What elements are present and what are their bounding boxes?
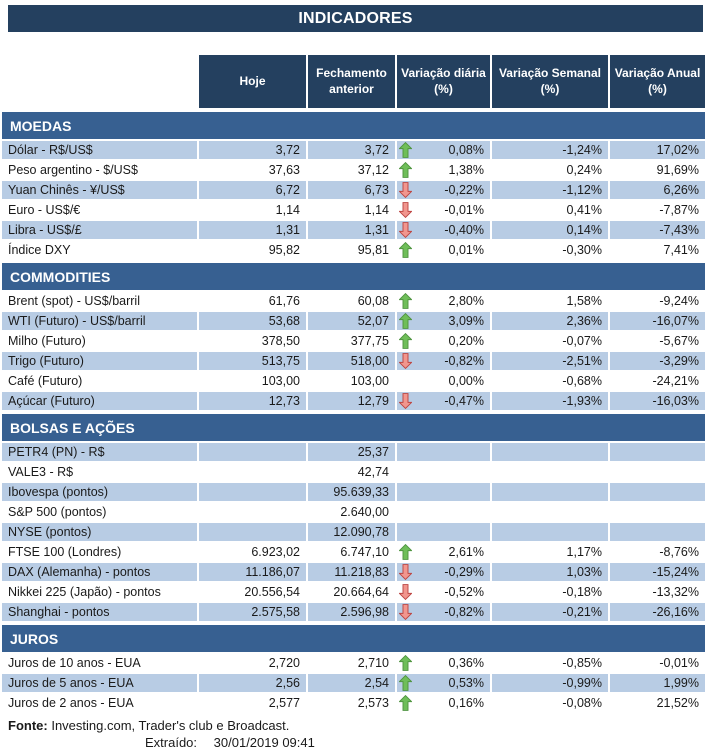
cell-variacao-anual: -26,16% xyxy=(610,603,705,621)
table-row xyxy=(2,543,705,561)
cell-hoje: 513,75 xyxy=(199,352,306,370)
table-row xyxy=(2,392,705,410)
cell-variacao-anual: -0,01% xyxy=(610,654,705,672)
up-arrow-icon xyxy=(399,313,412,329)
row-label: FTSE 100 (Londres) xyxy=(2,543,197,561)
variacao-diaria-value: 0,16% xyxy=(448,696,484,710)
cell-variacao-anual xyxy=(610,463,705,481)
cell-variacao-semanal: -0,68% xyxy=(492,372,608,390)
row-label: Yuan Chinês - ¥/US$ xyxy=(2,181,197,199)
footer xyxy=(8,718,711,750)
cell-hoje: 2,577 xyxy=(199,694,306,712)
header-corner-empty xyxy=(2,55,197,108)
cell-variacao-semanal: 0,14% xyxy=(492,221,608,239)
cell-variacao-anual: -7,43% xyxy=(610,221,705,239)
up-arrow-icon xyxy=(399,675,412,691)
table-header xyxy=(2,55,705,108)
cell-variacao-anual: -5,67% xyxy=(610,332,705,350)
variacao-diaria-value: 0,00% xyxy=(448,374,484,388)
cell-variacao-semanal xyxy=(492,503,608,521)
cell-fechamento-anterior: 20.664,64 xyxy=(308,583,395,601)
variacao-diaria-value: -0,01% xyxy=(444,203,484,217)
cell-variacao-semanal xyxy=(492,443,608,461)
variacao-diaria-value: -0,29% xyxy=(444,565,484,579)
cell-variacao-diaria xyxy=(397,372,490,390)
cell-hoje: 6.923,02 xyxy=(199,543,306,561)
cell-fechamento-anterior: 6,73 xyxy=(308,181,395,199)
row-label: S&P 500 (pontos) xyxy=(2,503,197,521)
up-arrow-icon xyxy=(399,655,412,671)
row-label: Peso argentino - $/US$ xyxy=(2,161,197,179)
cell-variacao-semanal: -1,93% xyxy=(492,392,608,410)
cell-variacao-diaria xyxy=(397,312,490,330)
variacao-diaria-value: 0,01% xyxy=(448,243,484,257)
table-row xyxy=(2,161,705,179)
cell-fechamento-anterior: 1,31 xyxy=(308,221,395,239)
cell-fechamento-anterior: 1,14 xyxy=(308,201,395,219)
table-row xyxy=(2,312,705,330)
source-label: Fonte: xyxy=(8,718,48,733)
title-bar xyxy=(8,5,703,32)
row-label: Café (Futuro) xyxy=(2,372,197,390)
variacao-diaria-value: -0,82% xyxy=(444,354,484,368)
cell-variacao-diaria xyxy=(397,141,490,159)
cell-fechamento-anterior: 52,07 xyxy=(308,312,395,330)
column-header-hoje: Hoje xyxy=(199,55,306,108)
row-label: Dólar - R$/US$ xyxy=(2,141,197,159)
cell-variacao-diaria xyxy=(397,392,490,410)
down-arrow-icon xyxy=(399,353,412,369)
section-header-bolsas-e-a-es: BOLSAS E AÇÕES xyxy=(2,414,705,441)
table-row xyxy=(2,443,705,461)
section-rows xyxy=(2,292,705,410)
cell-variacao-diaria xyxy=(397,181,490,199)
cell-variacao-semanal: -0,08% xyxy=(492,694,608,712)
row-label: Juros de 10 anos - EUA xyxy=(2,654,197,672)
down-arrow-icon xyxy=(399,584,412,600)
column-header-variacao-diaria: Variação diária (%) xyxy=(397,55,490,108)
variacao-diaria-value: 0,20% xyxy=(448,334,484,348)
table-row xyxy=(2,181,705,199)
up-arrow-icon xyxy=(399,242,412,258)
cell-variacao-anual: -15,24% xyxy=(610,563,705,581)
up-arrow-icon xyxy=(399,142,412,158)
cell-variacao-anual: 1,99% xyxy=(610,674,705,692)
variacao-diaria-value: 0,36% xyxy=(448,656,484,670)
up-arrow-icon xyxy=(399,162,412,178)
row-label: WTI (Futuro) - US$/barril xyxy=(2,312,197,330)
cell-hoje xyxy=(199,503,306,521)
cell-variacao-semanal: 0,41% xyxy=(492,201,608,219)
section-rows xyxy=(2,654,705,712)
row-label: Libra - US$/£ xyxy=(2,221,197,239)
cell-variacao-anual xyxy=(610,443,705,461)
cell-variacao-diaria xyxy=(397,503,490,521)
row-label: Açúcar (Futuro) xyxy=(2,392,197,410)
cell-variacao-diaria xyxy=(397,241,490,259)
cell-hoje: 2.575,58 xyxy=(199,603,306,621)
variacao-diaria-value: -0,40% xyxy=(444,223,484,237)
variacao-diaria-value: 3,09% xyxy=(448,314,484,328)
variacao-diaria-value: 1,38% xyxy=(448,163,484,177)
column-header-variacao-anual: Variação Anual (%) xyxy=(610,55,705,108)
table-row xyxy=(2,372,705,390)
cell-fechamento-anterior: 12.090,78 xyxy=(308,523,395,541)
extracted-label: Extraído: xyxy=(145,735,198,750)
table-row xyxy=(2,523,705,541)
cell-variacao-diaria xyxy=(397,694,490,712)
cell-variacao-diaria xyxy=(397,603,490,621)
cell-variacao-anual: -24,21% xyxy=(610,372,705,390)
row-label: Índice DXY xyxy=(2,241,197,259)
cell-variacao-anual xyxy=(610,503,705,521)
cell-variacao-semanal xyxy=(492,523,608,541)
row-label: Milho (Futuro) xyxy=(2,332,197,350)
table-row xyxy=(2,583,705,601)
cell-variacao-anual: -7,87% xyxy=(610,201,705,219)
table-row xyxy=(2,603,705,621)
section-rows xyxy=(2,443,705,621)
cell-variacao-anual: -16,03% xyxy=(610,392,705,410)
down-arrow-icon xyxy=(399,393,412,409)
row-label: Nikkei 225 (Japão) - pontos xyxy=(2,583,197,601)
cell-fechamento-anterior: 103,00 xyxy=(308,372,395,390)
cell-variacao-semanal: 1,03% xyxy=(492,563,608,581)
cell-variacao-diaria xyxy=(397,463,490,481)
cell-variacao-anual: 6,26% xyxy=(610,181,705,199)
cell-variacao-diaria xyxy=(397,292,490,310)
variacao-diaria-value: 2,80% xyxy=(448,294,484,308)
table-row xyxy=(2,292,705,310)
page-title: INDICADORES xyxy=(298,9,413,27)
down-arrow-icon xyxy=(399,564,412,580)
cell-variacao-anual: 7,41% xyxy=(610,241,705,259)
down-arrow-icon xyxy=(399,222,412,238)
cell-variacao-semanal: -0,18% xyxy=(492,583,608,601)
cell-fechamento-anterior: 2.596,98 xyxy=(308,603,395,621)
cell-variacao-diaria xyxy=(397,352,490,370)
table-row xyxy=(2,352,705,370)
cell-variacao-anual: -9,24% xyxy=(610,292,705,310)
cell-variacao-anual: -16,07% xyxy=(610,312,705,330)
down-arrow-icon xyxy=(399,604,412,620)
up-arrow-icon xyxy=(399,333,412,349)
cell-fechamento-anterior: 2,54 xyxy=(308,674,395,692)
cell-variacao-semanal xyxy=(492,483,608,501)
down-arrow-icon xyxy=(399,182,412,198)
row-label: DAX (Alemanha) - pontos xyxy=(2,563,197,581)
table-row xyxy=(2,654,705,672)
cell-variacao-semanal: 0,24% xyxy=(492,161,608,179)
cell-fechamento-anterior: 42,74 xyxy=(308,463,395,481)
cell-variacao-diaria xyxy=(397,443,490,461)
cell-hoje xyxy=(199,523,306,541)
cell-hoje: 2,720 xyxy=(199,654,306,672)
cell-hoje: 3,72 xyxy=(199,141,306,159)
cell-hoje: 11.186,07 xyxy=(199,563,306,581)
table-row xyxy=(2,674,705,692)
cell-fechamento-anterior: 3,72 xyxy=(308,141,395,159)
source-line xyxy=(8,718,711,733)
cell-variacao-semanal xyxy=(492,463,608,481)
cell-variacao-semanal: -1,12% xyxy=(492,181,608,199)
row-label: Shanghai - pontos xyxy=(2,603,197,621)
cell-hoje: 12,73 xyxy=(199,392,306,410)
cell-variacao-diaria xyxy=(397,563,490,581)
section-rows xyxy=(2,141,705,259)
cell-variacao-semanal: -0,85% xyxy=(492,654,608,672)
cell-variacao-anual: -3,29% xyxy=(610,352,705,370)
table-row xyxy=(2,563,705,581)
cell-hoje: 378,50 xyxy=(199,332,306,350)
table-row xyxy=(2,332,705,350)
cell-variacao-diaria xyxy=(397,583,490,601)
row-label: Ibovespa (pontos) xyxy=(2,483,197,501)
section-header-commodities: COMMODITIES xyxy=(2,263,705,290)
cell-variacao-anual xyxy=(610,523,705,541)
table-row xyxy=(2,241,705,259)
cell-fechamento-anterior: 2.640,00 xyxy=(308,503,395,521)
cell-variacao-semanal: 1,17% xyxy=(492,543,608,561)
cell-hoje: 95,82 xyxy=(199,241,306,259)
variacao-diaria-value: -0,52% xyxy=(444,585,484,599)
cell-fechamento-anterior: 95.639,33 xyxy=(308,483,395,501)
cell-variacao-diaria xyxy=(397,483,490,501)
cell-hoje: 2,56 xyxy=(199,674,306,692)
cell-variacao-anual: -8,76% xyxy=(610,543,705,561)
cell-variacao-diaria xyxy=(397,201,490,219)
cell-fechamento-anterior: 60,08 xyxy=(308,292,395,310)
cell-fechamento-anterior: 518,00 xyxy=(308,352,395,370)
variacao-diaria-value: -0,22% xyxy=(444,183,484,197)
cell-hoje: 1,14 xyxy=(199,201,306,219)
cell-variacao-semanal: 1,58% xyxy=(492,292,608,310)
cell-fechamento-anterior: 377,75 xyxy=(308,332,395,350)
cell-variacao-semanal: -2,51% xyxy=(492,352,608,370)
extracted-timestamp: 30/01/2019 09:41 xyxy=(213,735,315,750)
row-label: Brent (spot) - US$/barril xyxy=(2,292,197,310)
cell-variacao-semanal: -1,24% xyxy=(492,141,608,159)
cell-variacao-diaria xyxy=(397,332,490,350)
column-header-fechamento-anterior: Fechamento anterior xyxy=(308,55,395,108)
section-header-juros: JUROS xyxy=(2,625,705,652)
table-row xyxy=(2,503,705,521)
variacao-diaria-value: 2,61% xyxy=(448,545,484,559)
cell-variacao-anual: 21,52% xyxy=(610,694,705,712)
variacao-diaria-value: 0,53% xyxy=(448,676,484,690)
cell-fechamento-anterior: 95,81 xyxy=(308,241,395,259)
cell-hoje xyxy=(199,483,306,501)
up-arrow-icon xyxy=(399,695,412,711)
table-row xyxy=(2,483,705,501)
table-body xyxy=(2,112,705,712)
cell-hoje: 6,72 xyxy=(199,181,306,199)
row-label: PETR4 (PN) - R$ xyxy=(2,443,197,461)
cell-variacao-diaria xyxy=(397,543,490,561)
cell-fechamento-anterior: 2,573 xyxy=(308,694,395,712)
row-label: VALE3 - R$ xyxy=(2,463,197,481)
row-label: NYSE (pontos) xyxy=(2,523,197,541)
cell-variacao-semanal: -0,30% xyxy=(492,241,608,259)
table-row xyxy=(2,141,705,159)
table-row xyxy=(2,463,705,481)
cell-variacao-diaria xyxy=(397,161,490,179)
cell-variacao-diaria xyxy=(397,654,490,672)
cell-variacao-diaria xyxy=(397,221,490,239)
up-arrow-icon xyxy=(399,293,412,309)
cell-variacao-semanal: -0,21% xyxy=(492,603,608,621)
indicators-table xyxy=(2,55,705,712)
section-header-moedas: MOEDAS xyxy=(2,112,705,139)
cell-variacao-anual: 91,69% xyxy=(610,161,705,179)
variacao-diaria-value: 0,08% xyxy=(448,143,484,157)
up-arrow-icon xyxy=(399,544,412,560)
extracted-line xyxy=(8,735,711,750)
cell-hoje: 1,31 xyxy=(199,221,306,239)
cell-hoje: 20.556,54 xyxy=(199,583,306,601)
column-header-variacao-semanal: Variação Semanal (%) xyxy=(492,55,608,108)
cell-hoje: 103,00 xyxy=(199,372,306,390)
cell-variacao-diaria xyxy=(397,674,490,692)
cell-fechamento-anterior: 12,79 xyxy=(308,392,395,410)
cell-fechamento-anterior: 25,37 xyxy=(308,443,395,461)
cell-variacao-semanal: 2,36% xyxy=(492,312,608,330)
cell-fechamento-anterior: 37,12 xyxy=(308,161,395,179)
source-text: Investing.com, Trader's club e Broadcast. xyxy=(51,718,290,733)
cell-hoje xyxy=(199,443,306,461)
cell-variacao-semanal: -0,07% xyxy=(492,332,608,350)
cell-hoje: 37,63 xyxy=(199,161,306,179)
row-label: Juros de 5 anos - EUA xyxy=(2,674,197,692)
table-row xyxy=(2,694,705,712)
row-label: Trigo (Futuro) xyxy=(2,352,197,370)
cell-variacao-anual: 17,02% xyxy=(610,141,705,159)
table-row xyxy=(2,201,705,219)
table-row xyxy=(2,221,705,239)
cell-hoje: 53,68 xyxy=(199,312,306,330)
indicators-page xyxy=(0,5,711,756)
variacao-diaria-value: -0,82% xyxy=(444,605,484,619)
cell-hoje: 61,76 xyxy=(199,292,306,310)
cell-hoje xyxy=(199,463,306,481)
variacao-diaria-value: -0,47% xyxy=(444,394,484,408)
cell-variacao-anual: -13,32% xyxy=(610,583,705,601)
cell-variacao-diaria xyxy=(397,523,490,541)
row-label: Juros de 2 anos - EUA xyxy=(2,694,197,712)
cell-fechamento-anterior: 6.747,10 xyxy=(308,543,395,561)
cell-variacao-anual xyxy=(610,483,705,501)
cell-fechamento-anterior: 11.218,83 xyxy=(308,563,395,581)
down-arrow-icon xyxy=(399,202,412,218)
cell-variacao-semanal: -0,99% xyxy=(492,674,608,692)
cell-fechamento-anterior: 2,710 xyxy=(308,654,395,672)
row-label: Euro - US$/€ xyxy=(2,201,197,219)
